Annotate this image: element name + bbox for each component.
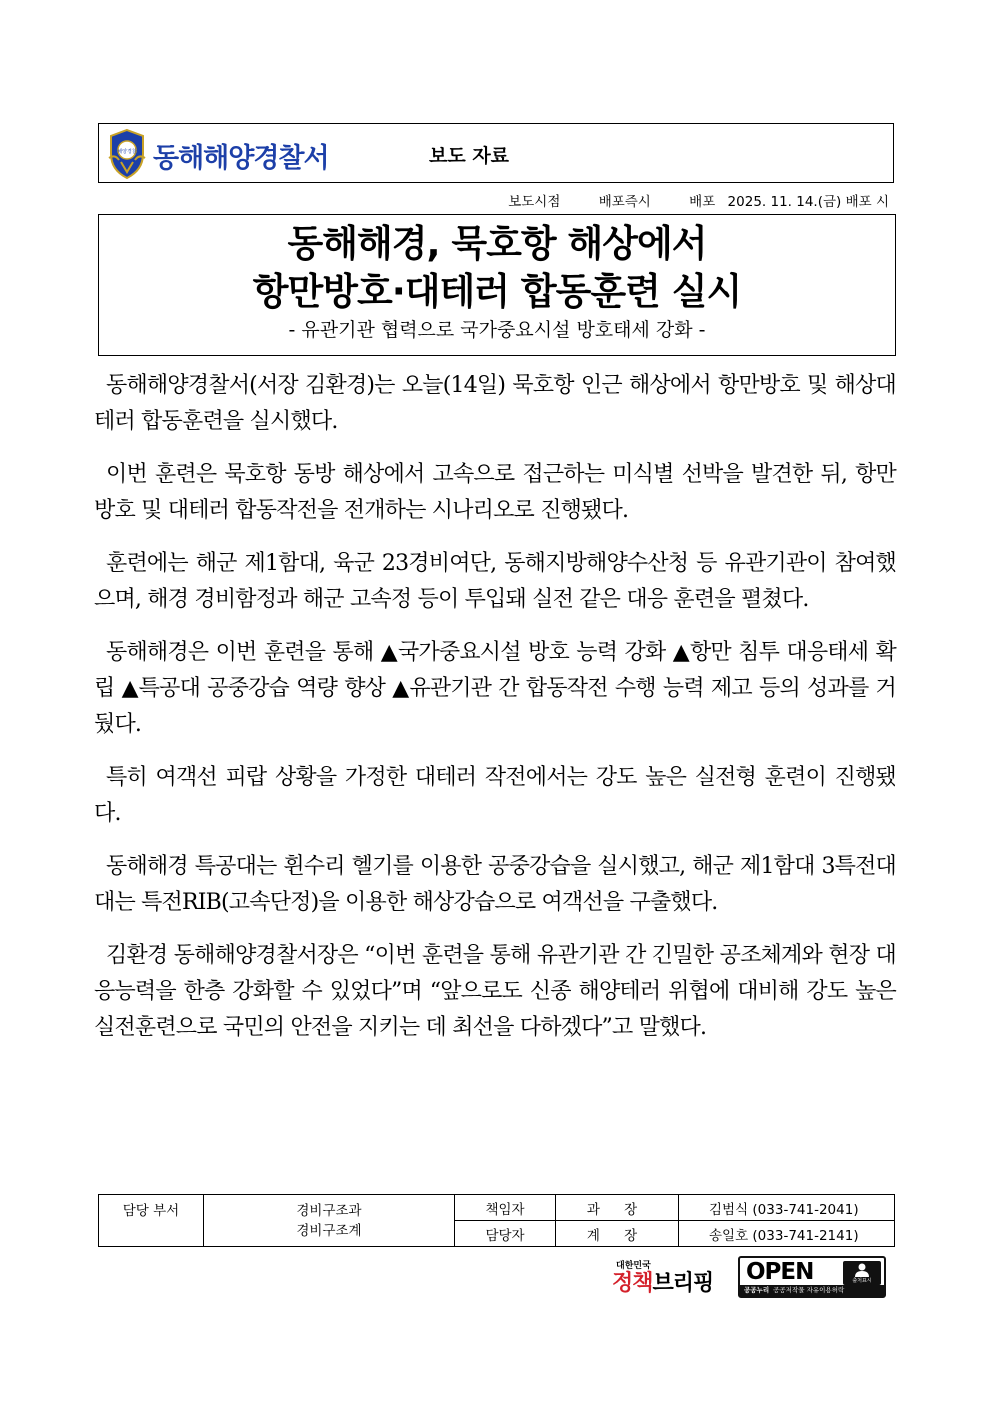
paragraph: 이번 훈련은 묵호항 동방 해상에서 고속으로 접근하는 미식별 선박을 발견한 뒤, 항만 방호 및 대테러 합동작전을 전개하는 시나리오로 진행됐다. [94,462,896,523]
attribution-badge-text: 출처표시 [852,1278,872,1284]
open-logo-footer [740,1285,884,1296]
contact-table [98,1194,895,1247]
release-info [500,190,889,210]
paragraph: 동해해경은 이번 훈련을 통해 ▲국가중요시설 방호 능력 강화 ▲항만 침투 대응태세 확립 ▲특공대 공중강습 역량 향상 ▲유관기관 간 합동작전 수행 능력 제고 등의 성과를 거뒀다. [94,640,896,737]
role-cell: 담당자 [455,1221,556,1247]
title-line-1: 동해해경, 묵호항 해상에서 [287,222,707,265]
article-body [94,368,896,1063]
release-dist-label: 배포 [689,194,716,210]
briefing-logo-main [612,1266,713,1297]
table-row [99,1195,895,1221]
title-line-2: 항만방호·대테러 합동훈련 실시 [252,270,742,313]
org-name: 동해해양경찰서 [153,143,329,174]
paragraph: 동해해경 특공대는 휜수리 헬기를 이용한 공중강습을 실시했고, 해군 제1함대 3특전대대는 특전RIB(고속단정)을 이용한 해상강습으로 여객선을 구출했다. [94,854,896,915]
briefing-logo-main-2: 브리핑 [652,1271,714,1296]
press-release-header [98,123,894,183]
dept-label: 담당 부서 [99,1195,204,1247]
svg-text:해양경찰: 해양경찰 [117,149,137,155]
open-logo-text: OPEN [746,1259,814,1285]
coast-guard-emblem-icon [107,128,147,180]
release-dist-value: 2025. 11. 14.(금) 배포 시 [727,194,889,210]
dept-name-1: 경비구조과 [296,1202,362,1219]
open-license-logo [738,1256,886,1298]
briefing-logo-top: 대한민국 [616,1261,651,1271]
subtitle: - 유관기관 협력으로 국가중요시설 방호태세 강화 - [288,319,706,341]
open-foot-text: 공공저작물 자유이용허락 [773,1286,845,1294]
position-cell: 과 장 [556,1195,679,1221]
attribution-badge [843,1261,881,1285]
person-cell: 김범식 (033-741-2041) [679,1195,895,1221]
release-time-value: 배포즉시 [598,194,651,210]
paragraph: 훈련에는 해군 제1함대, 육군 23경비여단, 동해지방해양수산청 등 유관기관이 참여했으며, 해경 경비함정과 해군 고속정 등이 투입돼 실전 같은 대응 훈련을 펼쳤다. [94,551,896,612]
dept-name-2: 경비구조계 [296,1222,362,1239]
briefing-logo-main-1: 정책 [612,1271,653,1296]
role-cell: 책임자 [455,1195,556,1221]
policy-briefing-logo [612,1258,734,1298]
person-cell: 송일호 (033-741-2141) [679,1221,895,1247]
paragraph: 김환경 동해해양경찰서장은 “이번 훈련을 통해 유관기관 간 긴밀한 공조체계와 현장 대응능력을 한층 강화할 수 있었다”며 “앞으로도 신종 해양테러 위협에 대비해 강도 높은 실전훈련으로 국민의 안전을 지키는 데 최선을 다하겠다”고 말했다. [94,943,896,1040]
doc-type: 보도 자료 [429,145,510,167]
title-box [98,214,896,356]
paragraph: 동해해양경찰서(서장 김환경)는 오늘(14일) 묵호항 인근 해상에서 항만방호 및 해상대테러 합동훈련을 실시했다. [94,373,896,434]
dept-names [204,1195,455,1247]
position-cell: 계 장 [556,1221,679,1247]
open-foot-bold: 공공누리 [744,1286,770,1294]
release-time-label: 보도시점 [508,194,561,210]
paragraph: 특히 여객선 피랍 상황을 가정한 대테러 작전에서는 강도 높은 실전형 훈련이 진행됐다. [94,765,896,826]
